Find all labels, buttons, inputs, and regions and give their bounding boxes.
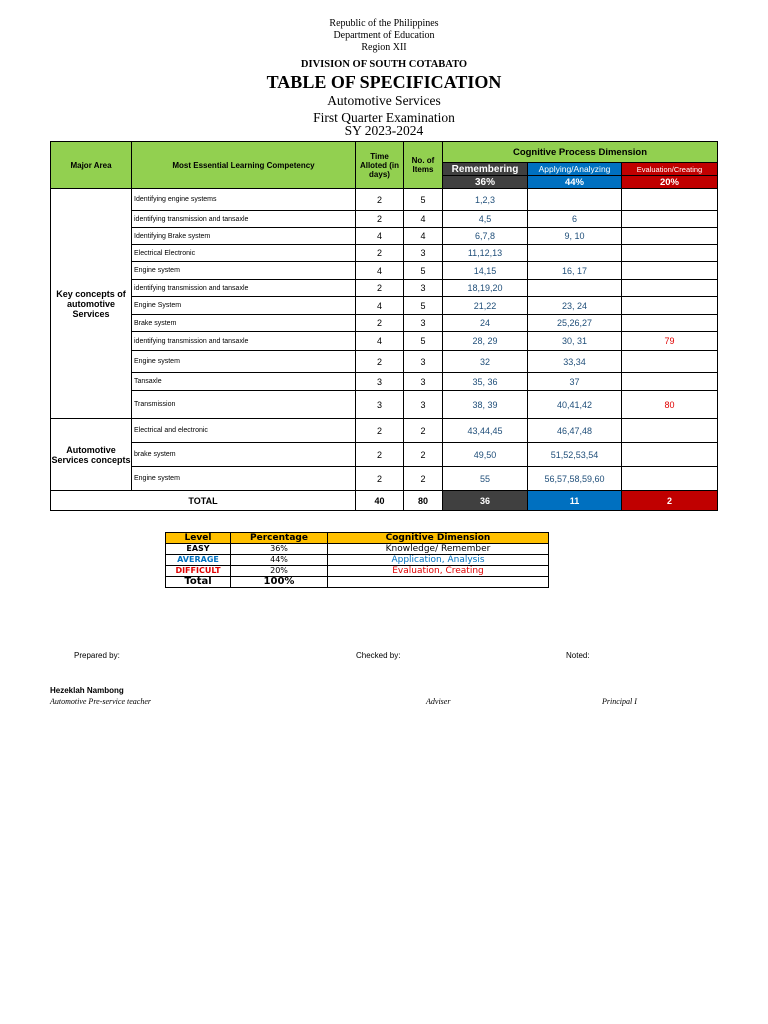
items-cell: 3 xyxy=(404,351,443,373)
col-header-evaluation: Evaluation/Creating xyxy=(622,163,718,176)
applying-cell: 37 xyxy=(528,373,622,391)
time-cell: 4 xyxy=(356,262,404,280)
dim-total xyxy=(328,577,549,588)
time-cell: 4 xyxy=(356,297,404,315)
header-exam: First Quarter Examination xyxy=(313,110,455,125)
evaluation-cell xyxy=(622,373,718,391)
table-row xyxy=(51,419,718,443)
remembering-cell: 55 xyxy=(443,467,528,491)
time-cell: 2 xyxy=(356,443,404,467)
dimension-header: Cognitive Dimension xyxy=(328,533,549,544)
competency-cell: identifying transmission and tansaxle xyxy=(132,280,356,297)
time-cell: 4 xyxy=(356,332,404,351)
level-table xyxy=(165,532,549,588)
remembering-cell: 28, 29 xyxy=(443,332,528,351)
level-average: AVERAGE xyxy=(166,555,231,566)
preparer-role: Automotive Pre-service teacher xyxy=(50,697,151,706)
competency-cell: identifying transmission and tansaxle xyxy=(132,332,356,351)
level-easy: EASY xyxy=(166,544,231,555)
time-cell: 2 xyxy=(356,315,404,332)
remembering-cell: 4,5 xyxy=(443,211,528,228)
table-row xyxy=(51,189,718,211)
competency-cell: Identifying engine systems xyxy=(132,189,356,211)
remembering-cell: 18,19,20 xyxy=(443,280,528,297)
competency-cell: Tansaxle xyxy=(132,373,356,391)
preparer-name: Hezeklah Nambong xyxy=(50,686,124,695)
table-row xyxy=(51,391,718,419)
total-time: 40 xyxy=(356,491,404,511)
dim-easy: Knowledge/ Remember xyxy=(328,544,549,555)
evaluation-cell xyxy=(622,351,718,373)
total-label: TOTAL xyxy=(51,491,356,511)
col-header-time: Time Alloted (in days) xyxy=(356,142,404,189)
total-remembering: 36 xyxy=(443,491,528,511)
time-cell: 2 xyxy=(356,245,404,262)
competency-cell: Engine system xyxy=(132,467,356,491)
table-row xyxy=(51,351,718,373)
applying-cell: 40,41,42 xyxy=(528,391,622,419)
col-header-major-area: Major Area xyxy=(51,142,132,189)
competency-cell: Engine system xyxy=(132,262,356,280)
items-cell: 5 xyxy=(404,262,443,280)
competency-cell: Engine System xyxy=(132,297,356,315)
header-region: Region XII xyxy=(361,42,407,53)
time-cell: 2 xyxy=(356,467,404,491)
major-area-cell: Automotive Services concepts xyxy=(51,419,132,491)
evaluation-cell xyxy=(622,262,718,280)
dim-difficult: Evaluation, Creating xyxy=(328,566,549,577)
table-row xyxy=(51,262,718,280)
header-department: Department of Education xyxy=(333,30,435,41)
pct-average: 44% xyxy=(231,555,328,566)
applying-cell: 16, 17 xyxy=(528,262,622,280)
remembering-cell: 11,12,13 xyxy=(443,245,528,262)
items-cell: 3 xyxy=(404,280,443,297)
header-republic: Republic of the Philippines xyxy=(329,18,439,29)
remembering-percent: 36% xyxy=(443,176,528,189)
specification-table xyxy=(50,141,718,511)
competency-cell: Brake system xyxy=(132,315,356,332)
competency-cell: Electrical Electronic xyxy=(132,245,356,262)
evaluation-cell xyxy=(622,467,718,491)
pct-easy: 36% xyxy=(231,544,328,555)
table-row xyxy=(51,245,718,262)
evaluation-cell xyxy=(622,297,718,315)
items-cell: 5 xyxy=(404,332,443,351)
remembering-cell: 14,15 xyxy=(443,262,528,280)
level-header: Level xyxy=(166,533,231,544)
evaluation-cell xyxy=(622,228,718,245)
time-cell: 2 xyxy=(356,351,404,373)
time-cell: 3 xyxy=(356,373,404,391)
items-cell: 4 xyxy=(404,228,443,245)
evaluation-cell xyxy=(622,280,718,297)
evaluation-cell xyxy=(622,419,718,443)
table-row xyxy=(51,332,718,351)
table-row xyxy=(51,373,718,391)
time-cell: 2 xyxy=(356,419,404,443)
level-total: Total xyxy=(166,577,231,588)
level-difficult: DIFFICULT xyxy=(166,566,231,577)
major-area-cell: Key concepts of automotive Services xyxy=(51,189,132,419)
applying-cell xyxy=(528,245,622,262)
time-cell: 2 xyxy=(356,211,404,228)
applying-cell xyxy=(528,189,622,211)
items-cell: 3 xyxy=(404,315,443,332)
applying-cell: 6 xyxy=(528,211,622,228)
evaluation-percent: 20% xyxy=(622,176,718,189)
noted-label: Noted: xyxy=(566,651,590,660)
applying-cell: 46,47,48 xyxy=(528,419,622,443)
applying-cell: 9, 10 xyxy=(528,228,622,245)
table-row xyxy=(51,228,718,245)
header-division: DIVISION OF SOUTH COTABATO xyxy=(300,59,468,70)
competency-cell: brake system xyxy=(132,443,356,467)
table-row xyxy=(51,280,718,297)
checked-by-label: Checked by: xyxy=(356,651,401,660)
applying-cell: 25,26,27 xyxy=(528,315,622,332)
items-cell: 3 xyxy=(404,373,443,391)
items-cell: 3 xyxy=(404,245,443,262)
evaluation-cell xyxy=(622,245,718,262)
remembering-cell: 32 xyxy=(443,351,528,373)
evaluation-cell xyxy=(622,211,718,228)
table-row xyxy=(51,211,718,228)
competency-cell: Engine system xyxy=(132,351,356,373)
applying-cell: 30, 31 xyxy=(528,332,622,351)
items-cell: 2 xyxy=(404,467,443,491)
remembering-cell: 38, 39 xyxy=(443,391,528,419)
competency-cell: Transmission xyxy=(132,391,356,419)
col-header-items: No. of Items xyxy=(404,142,443,189)
evaluation-cell: 80 xyxy=(622,391,718,419)
remembering-cell: 1,2,3 xyxy=(443,189,528,211)
col-header-cognitive: Cognitive Process Dimension xyxy=(443,142,718,163)
principal-role: Principal I xyxy=(602,697,637,706)
evaluation-cell xyxy=(622,189,718,211)
remembering-cell: 21,22 xyxy=(443,297,528,315)
adviser-role: Adviser xyxy=(426,697,451,706)
applying-percent: 44% xyxy=(528,176,622,189)
applying-cell: 23, 24 xyxy=(528,297,622,315)
header-subject: Automotive Services xyxy=(327,93,441,108)
competency-cell: identifying transmission and tansaxle xyxy=(132,211,356,228)
page-title: TABLE OF SPECIFICATION xyxy=(266,72,502,92)
remembering-cell: 43,44,45 xyxy=(443,419,528,443)
table-row xyxy=(51,443,718,467)
col-header-competency: Most Essential Learning Competency xyxy=(132,142,356,189)
table-row xyxy=(51,315,718,332)
evaluation-cell xyxy=(622,315,718,332)
applying-cell: 56,57,58,59,60 xyxy=(528,467,622,491)
items-cell: 3 xyxy=(404,391,443,419)
applying-cell: 33,34 xyxy=(528,351,622,373)
remembering-cell: 35, 36 xyxy=(443,373,528,391)
dim-average: Application, Analysis xyxy=(328,555,549,566)
competency-cell: Electrical and electronic xyxy=(132,419,356,443)
total-applying: 11 xyxy=(528,491,622,511)
time-cell: 2 xyxy=(356,280,404,297)
col-header-remembering: Remembering xyxy=(443,163,528,176)
time-cell: 4 xyxy=(356,228,404,245)
table-row xyxy=(51,467,718,491)
total-evaluation: 2 xyxy=(622,491,718,511)
applying-cell xyxy=(528,280,622,297)
competency-cell: Identifying Brake system xyxy=(132,228,356,245)
items-cell: 2 xyxy=(404,443,443,467)
pct-difficult: 20% xyxy=(231,566,328,577)
items-cell: 2 xyxy=(404,419,443,443)
time-cell: 3 xyxy=(356,391,404,419)
remembering-cell: 24 xyxy=(443,315,528,332)
pct-total: 100% xyxy=(231,577,328,588)
prepared-by-label: Prepared by: xyxy=(74,651,120,660)
applying-cell: 51,52,53,54 xyxy=(528,443,622,467)
remembering-cell: 6,7,8 xyxy=(443,228,528,245)
col-header-applying: Applying/Analyzing xyxy=(528,163,622,176)
items-cell: 5 xyxy=(404,297,443,315)
items-cell: 5 xyxy=(404,189,443,211)
total-items: 80 xyxy=(404,491,443,511)
evaluation-cell xyxy=(622,443,718,467)
evaluation-cell: 79 xyxy=(622,332,718,351)
time-cell: 2 xyxy=(356,189,404,211)
percentage-header: Percentage xyxy=(231,533,328,544)
items-cell: 4 xyxy=(404,211,443,228)
table-row xyxy=(51,297,718,315)
header-sy: SY 2023-2024 xyxy=(344,123,424,138)
remembering-cell: 49,50 xyxy=(443,443,528,467)
